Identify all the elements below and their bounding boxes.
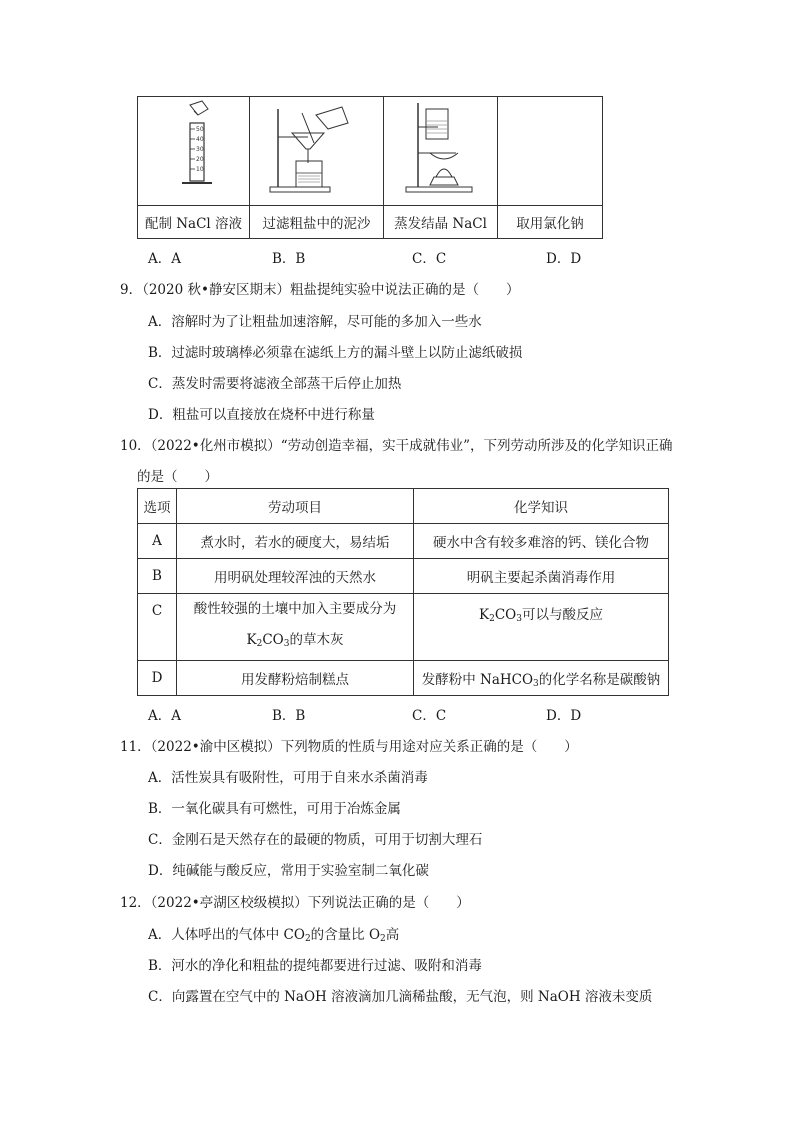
row-d-task: 用发酵粉焙制糕点	[177, 661, 414, 696]
filtration-cell	[250, 97, 384, 206]
row-c-knowledge	[414, 594, 669, 661]
table-row	[138, 661, 669, 696]
q12-stem: 12．（2022•亭湖区校级模拟）下列说法正确的是（ ）	[120, 895, 470, 911]
q9-option-c[interactable]: C．蒸发时需要将滤液全部蒸干后停止加热	[148, 376, 402, 392]
table-row	[138, 524, 669, 559]
formula-sub-3: 3	[516, 614, 522, 624]
row-a-option: A	[138, 524, 177, 559]
row-b-task: 用明矾处理较浑浊的天然水	[177, 559, 414, 594]
caption-take-salt: 取用氯化钠	[498, 206, 603, 239]
formula-sub-2: 2	[380, 934, 386, 944]
row-c-task-tail: 的草木灰	[289, 632, 344, 648]
q10-option-b[interactable]: B．B	[272, 708, 306, 724]
q8-option-a[interactable]: A．A	[148, 251, 181, 267]
caption-evaporate: 蒸发结晶 NaCl	[384, 206, 498, 239]
cylinder-cell	[138, 97, 250, 206]
row-c-option: C	[138, 594, 177, 661]
formula-co: CO	[494, 607, 517, 623]
q8-option-d[interactable]: D．D	[546, 251, 582, 267]
q9-option-b[interactable]: B．过滤时玻璃棒必须靠在滤纸上方的漏斗壁上以防止滤纸破损	[148, 345, 523, 361]
formula-sub-3: 3	[533, 678, 539, 689]
formula-sub-3: 3	[283, 639, 290, 649]
mark-10: 10	[195, 166, 204, 173]
formula-sub-2: 2	[304, 934, 311, 944]
header-option: 选项	[138, 489, 177, 524]
mark-50: 50	[195, 126, 204, 133]
q8-options	[148, 247, 581, 267]
q11-option-b[interactable]: B．一氧化碳具有可燃性，可用于冶炼金属	[148, 801, 401, 817]
row-b-option: B	[138, 559, 177, 594]
row-c-knowledge-tail: 可以与酸反应	[521, 607, 603, 623]
q12-option-a[interactable]	[148, 923, 399, 944]
q10-option-a[interactable]: A．A	[148, 708, 181, 724]
evaporation-cell	[384, 97, 498, 206]
q10-stem-line2: 的是（ ）	[137, 469, 218, 485]
formula-sub-2: 2	[489, 614, 495, 624]
row-a-knowledge: 硬水中含有较多难溶的钙、镁化合物	[414, 524, 669, 559]
empty-image-cell	[498, 97, 603, 206]
q8-option-b[interactable]: B．B	[272, 251, 306, 267]
q9-option-a[interactable]: A．溶解时为了让粗盐加速溶解，尽可能的多加入一些水	[148, 314, 482, 330]
row-d-option: D	[138, 661, 177, 696]
formula-k: K	[479, 607, 490, 623]
header-knowledge: 化学知识	[414, 489, 669, 524]
caption-filter-sand: 过滤粗盐中的泥沙	[250, 206, 384, 239]
caption-prepare-solution: 配制 NaCl 溶液	[138, 206, 250, 239]
knowledge-table	[137, 488, 669, 696]
q12-option-b[interactable]: B．河水的净化和粗盐的提纯都要进行过滤、吸附和消毒	[148, 958, 482, 974]
row-d-knowledge-tail: 的化学名称是碳酸钠	[538, 671, 661, 688]
row-d-knowledge-head: 发酵粉中 NaHCO	[421, 671, 534, 688]
q8-option-c[interactable]: C．C	[412, 251, 447, 267]
table-row	[138, 559, 669, 594]
row-a-task: 煮水时，若水的硬度大，易结垢	[177, 524, 414, 559]
filtration-apparatus-image	[262, 99, 372, 199]
mark-40: 40	[195, 136, 204, 143]
q12-option-a-tail: 高	[385, 927, 400, 943]
row-c-task-line2	[181, 625, 409, 660]
q10-options	[148, 704, 581, 724]
formula-sub-2: 2	[256, 639, 263, 649]
q11-option-a[interactable]: A．活性炭具有吸附性，可用于自来水杀菌消毒	[148, 770, 428, 786]
formula-k: K	[246, 632, 257, 648]
row-c-task-line1: 酸性较强的土壤中加入主要成分为	[193, 601, 397, 617]
q10-option-d[interactable]: D．D	[546, 708, 582, 724]
mark-30: 30	[195, 146, 204, 153]
row-b-knowledge: 明矾主要起杀菌消毒作用	[414, 559, 669, 594]
q10-option-c[interactable]: C．C	[412, 708, 447, 724]
table-row	[138, 594, 669, 661]
graduated-cylinder-image	[154, 99, 234, 199]
q12-option-c[interactable]: C．向露置在空气中的 NaOH 溶液滴加几滴稀盐酸，无气泡，则 NaOH 溶液未变质	[148, 989, 653, 1005]
header-task: 劳动项目	[177, 489, 414, 524]
q11-option-c[interactable]: C．金刚石是天然存在的最硬的物质，可用于切割大理石	[148, 832, 483, 848]
evaporation-apparatus-image	[396, 99, 486, 199]
mark-20: 20	[195, 156, 204, 163]
formula-co: CO	[262, 632, 284, 648]
experiment-table	[137, 96, 603, 239]
q9-option-d[interactable]: D．粗盐可以直接放在烧杯中进行称量	[148, 407, 375, 423]
q12-option-a-head: A．人体呼出的气体中 CO	[148, 927, 305, 943]
q11-option-d[interactable]: D．纯碱能与酸反应，常用于实验室制二氧化碳	[148, 863, 429, 879]
row-d-knowledge	[414, 661, 669, 696]
q11-stem: 11．（2022•渝中区模拟）下列物质的性质与用途对应关系正确的是（ ）	[120, 739, 578, 755]
q9-stem: 9．（2020 秋•静安区期末）粗盐提纯实验中说法正确的是（ ）	[120, 282, 520, 298]
row-c-task	[177, 594, 414, 661]
q10-stem-line1: 10．（2022•化州市模拟）“劳动创造幸福，实干成就伟业”，下列劳动所涉及的化学知识正确	[120, 438, 673, 454]
q12-option-a-mid: 的含量比 O	[310, 927, 381, 943]
